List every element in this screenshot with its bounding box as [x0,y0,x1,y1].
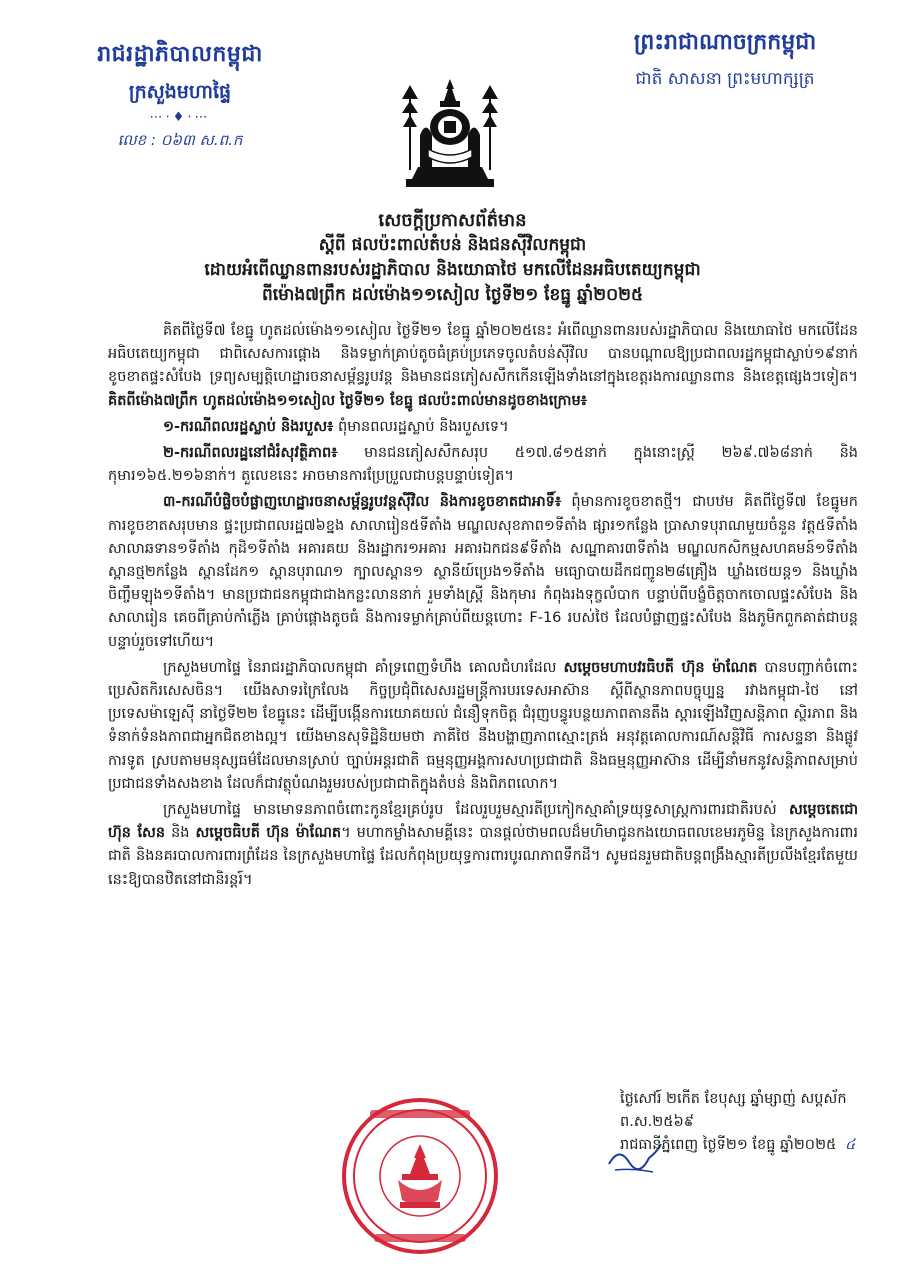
item-2-text: មានជនភៀសសឹកសរុប ៥១៧.៨១៥នាក់ ក្នុងនោះស្ត្រី ២៦៩.៧៦៨នាក់ និងកុមារ១៦៥.២១៦នាក់។ តួលេខនេះ អាចមានការប្រែប្រួលជាបន្តបន្ទាប់ទៀត។ [108,445,858,485]
item-1 [108,416,858,439]
item-1-label: ១-ករណីពលរដ្ឋស្លាប់ និងរបួស៖ [163,418,334,435]
paragraph-1 [108,320,858,413]
item-1-text: ពុំមានពលរដ្ឋស្លាប់ និងរបួសទេ។ [337,418,509,435]
title-line-1: សេចក្តីប្រកាសព័ត៌មាន [378,210,527,231]
item-3-label: ៣-ករណីបំផ្លិចបំផ្លាញហេដ្ឋារចនាសម្ព័ន្ធរូបវន្តស៊ីវិល និងការខូចខាតជាអាទិ៍៖ [163,494,562,511]
document-title [40,208,865,308]
reference-number: លេខ : ០៦៣ ស.ព.ក [117,131,243,149]
sign-mark: ៤ [844,1137,856,1153]
place-date-text: រាជធានីភ្នំពេញ ថ្ងៃទី២១ ខែធ្នូ ឆ្នាំ២០២៥ [620,1137,837,1153]
paragraph-5-text-b: បានបញ្ជាក់ចំពោះប្រេសិតកិរសេសចិន។ យើងសាទរក្រៃលែង កិច្ចប្រជុំពិសេសរដ្ឋមន្ត្រីការបរទេសអាស៊ាន ស្តីពីស្ថានភាពបច្ចុប្បន្ន រវាងកម្ពុជា-ថៃ នៅប្រទេសម៉ាឡេស៊ី នាថ្ងៃទី២២ ខែធ្នូនេះ ដើម្បីបង្កើនការយោគយល់ ជំនឿទុកចិត្ត ជំរុញបន្ធូរបន្ថយភាពតានតឹង ស្តារឡើងវិញសន្តិភាព ស្ថិរភាព និងទំនាក់ទំនងភាពជាអ្នកជិតខាងល្អ។ យើងមានសុទិដ្ឋិនិយមថា ភាគីថៃ នឹងបង្ហាញភាពស្មោះត្រង់ អនុវត្តគោលការណ៍សន្តិវិធី ការសន្ទនា និងផ្លូវការទូត ស្របតាមមនុស្សធម៌ដែលមានស្រាប់ ច្បាប់អន្តរជាតិ ធម្មនុញ្ញអង្គការសហប្រជាជាតិ និងធម្មនុញ្ញអាស៊ាន ដើម្បីនាំមកនូវសន្តិភាពសម្រាប់ប្រជាជនទាំងសងខាង ដែលក៏ជាវត្ថុបំណងរួមរបស់ប្រជាជាតិក្នុងតំបន់ និងពិភពលោក។ [108,659,859,792]
ministry-name: ក្រសួងមហាផ្ទៃ [128,81,232,103]
title-line-2: ស្តីពី ផលប៉ះពាល់តំបន់ និងជនស៊ីវិលកម្ពុជា [318,235,587,255]
closing-block [470,1088,870,1157]
paragraph-6 [108,799,858,892]
item-2 [108,442,858,488]
paragraph-6-and: និង [171,825,190,842]
national-motto: ជាតិ សាសនា ព្រះមហាក្សត្រ [635,69,815,89]
ornament-divider: ⋯⋅♦⋅⋯ [149,110,211,125]
item-3 [108,491,858,653]
paragraph-1-text: គិតពីថ្ងៃទី៧ ខែធ្នូ ហូតដល់ម៉ោង១១សៀល ថ្ងៃទី២១ ខែធ្នូ ឆ្នាំ២០២៥នេះ អំពើឈ្លានពានរបស់រដ្ឋាភិបាល និងយោធាថៃ មកលើដែនអធិបតេយ្យកម្ពុជា ជាពិសេសការផ្តោង និងទម្លាក់គ្រាប់តូចធំគ្រប់ប្រភេទចូលតំបន់ស៊ីវិល បានបណ្តាលឱ្យប្រជាពលរដ្ឋកម្ពុជាស្លាប់១៩នាក់ ខូចខាតផ្ទះសំបែង ទ្រព្យសម្បត្តិហេដ្ឋារចនាសម្ព័ន្ធរូបវន្ត និងមានជនភៀសសឹកកើនឡើងទាំងនៅក្នុងខេត្តរងការឈ្លានពាន និងខេត្តផ្សេងៗទៀត។ [108,323,858,386]
government-name: រាជរដ្ឋាភិបាលកម្ពុជា [97,42,263,67]
title-line-3: ដោយអំពើឈ្លានពានរបស់រដ្ឋាភិបាល និងយោធាថៃ មកលើដែនអធិបតេយ្យកម្ពុជា [204,260,701,280]
royal-arms-emblem-icon [380,75,520,195]
lunar-date: ថ្ងៃសៅរ៍ ២កើត ខែបុស្ស ឆ្នាំម្សាញ់ សប្តស័ក ព.ស.២៥៦៩ [620,1091,847,1130]
item-3-text: ពុំមានការខូចខាតថ្មី។ ជាបឋម គិតពីថ្ងៃទី៧ ខែធ្នូមក ការខូចខាតសរុបមាន ផ្ទះប្រជាពលរដ្ឋ៧៦ខ្នង សាលារៀន៥ទីតាំង មណ្ឌលសុខភាព១ទីតាំង ផ្សារ១កន្លែង ប្រាសាទបុរាណមួយចំនួន វត្ត៥ទីតាំង សាលាឆទាន១ទីតាំង កុដិ១ទីតាំង អគារគយ និងរដ្ឋាករ១អគារ អគារឯកជន៩ទីតាំង សណ្ឋាគារ៣ទីតាំង មណ្ឌលកសិកម្មសហគមន៍១ទីតាំង ស្ពានថ្ម២កន្លែង ស្ពានដែក១ ស្ពានបុរាណ១ ក្បាលស្ពាន១ ស្ថានីយ៍ប្រេង១ទីតាំង មធ្យោបាយដឹកជញ្ជូន២៨គ្រឿង ឃ្លាំងថេយន្ត១ និងឃ្លាំងចិញ្ចឹមឡុង១ទីតាំង។ មានប្រជាជនកម្ពុជាជាងកន្លះលាននាក់ រួមទាំងស្ត្រី និងកុមារ កំពុងរងទុក្ខលំបាក បន្ទាប់ពីបង្ខំចិត្តចាកចោលផ្ទះសំបែង និងសាលារៀន គេចពីគ្រាប់កាំភ្លើង គ្រាប់ផ្តោងតូចធំ និងការទម្លាក់គ្រាប់ពីយន្តហោះ F-16 របស់ថៃ ដែលបំផ្លាញផ្ទះសំបែង និងភូមិកពួកគាត់ជាបន្តបន្ទាប់រួចទៅហើយ។ [108,494,858,650]
kingdom-name: ព្រះរាជាណាចក្រកម្ពុជា [633,30,817,55]
paragraph-1-bold: គិតពីម៉ោង៧ព្រឹក ហូតដល់ម៉ោង១១សៀល ថ្ងៃទី២១ ខែធ្នូ ផលប៉ះពាល់មានដូចខាងក្រោម៖ [108,392,588,409]
paragraph-6-bold-1: សម្តេចតេជោ ហ៊ុន សែន [108,802,858,842]
title-line-4: ពីម៉ោង៧ព្រឹក ដល់ម៉ោង១១សៀល ថ្ងៃទី២១ ខែធ្នូ ឆ្នាំ២០២៥ [261,285,644,305]
paragraph-6-bold-2: សម្តេចធិបតី ហ៊ុន ម៉ាណែត [195,825,342,842]
kingdom-header [595,28,855,93]
paragraph-5-text-a: ក្រសួងមហាផ្ទៃ នៃរាជរដ្ឋាភិបាលកម្ពុជា គាំទ្រពេញទំហឹង គោលជំហរដែល [163,659,557,676]
item-2-label: ២-ករណីពលរដ្ឋនៅជំរំសុវត្ថិភាព៖ [163,445,338,462]
paragraph-5 [108,657,858,796]
paragraph-6-text-a: ក្រសួងមហាផ្ទៃ មានមោទនភាពចំពោះកូនខ្មែរគ្រប់រូប ដែលរួបរួមស្មារតីប្រកៀកស្មាគាំទ្រយុទ្ធសាស្ត្រការពារជាតិរបស់ [163,802,777,819]
place-and-date [470,1134,870,1157]
document-body [108,320,858,895]
paragraph-6-text-b: ។ មហាកម្លាំងសាមគ្គីនេះ បានផ្តល់ថាមពលដ៏មហិមាជូនកងយោធពលខេមរភូមិន្ទ នៃក្រសួងការពារជាតិ និងនគរបាលការពារព្រំដែន នៃក្រសួងមហាផ្ទៃ ដែលកំពុងប្រយុទ្ធការពារបូរណភាពទឹកដី។ សូមជនរួមជាតិបន្តពង្រឹងស្មារតីប្រលឹងខ្មែរតែមួយនេះឱ្យបានឋិតនៅជានិរន្តរ៍។ [108,825,858,888]
ministry-header [55,40,305,153]
paragraph-5-bold: សម្តេចមហាបវរធិបតី ហ៊ុន ម៉ាណែត [563,659,758,676]
